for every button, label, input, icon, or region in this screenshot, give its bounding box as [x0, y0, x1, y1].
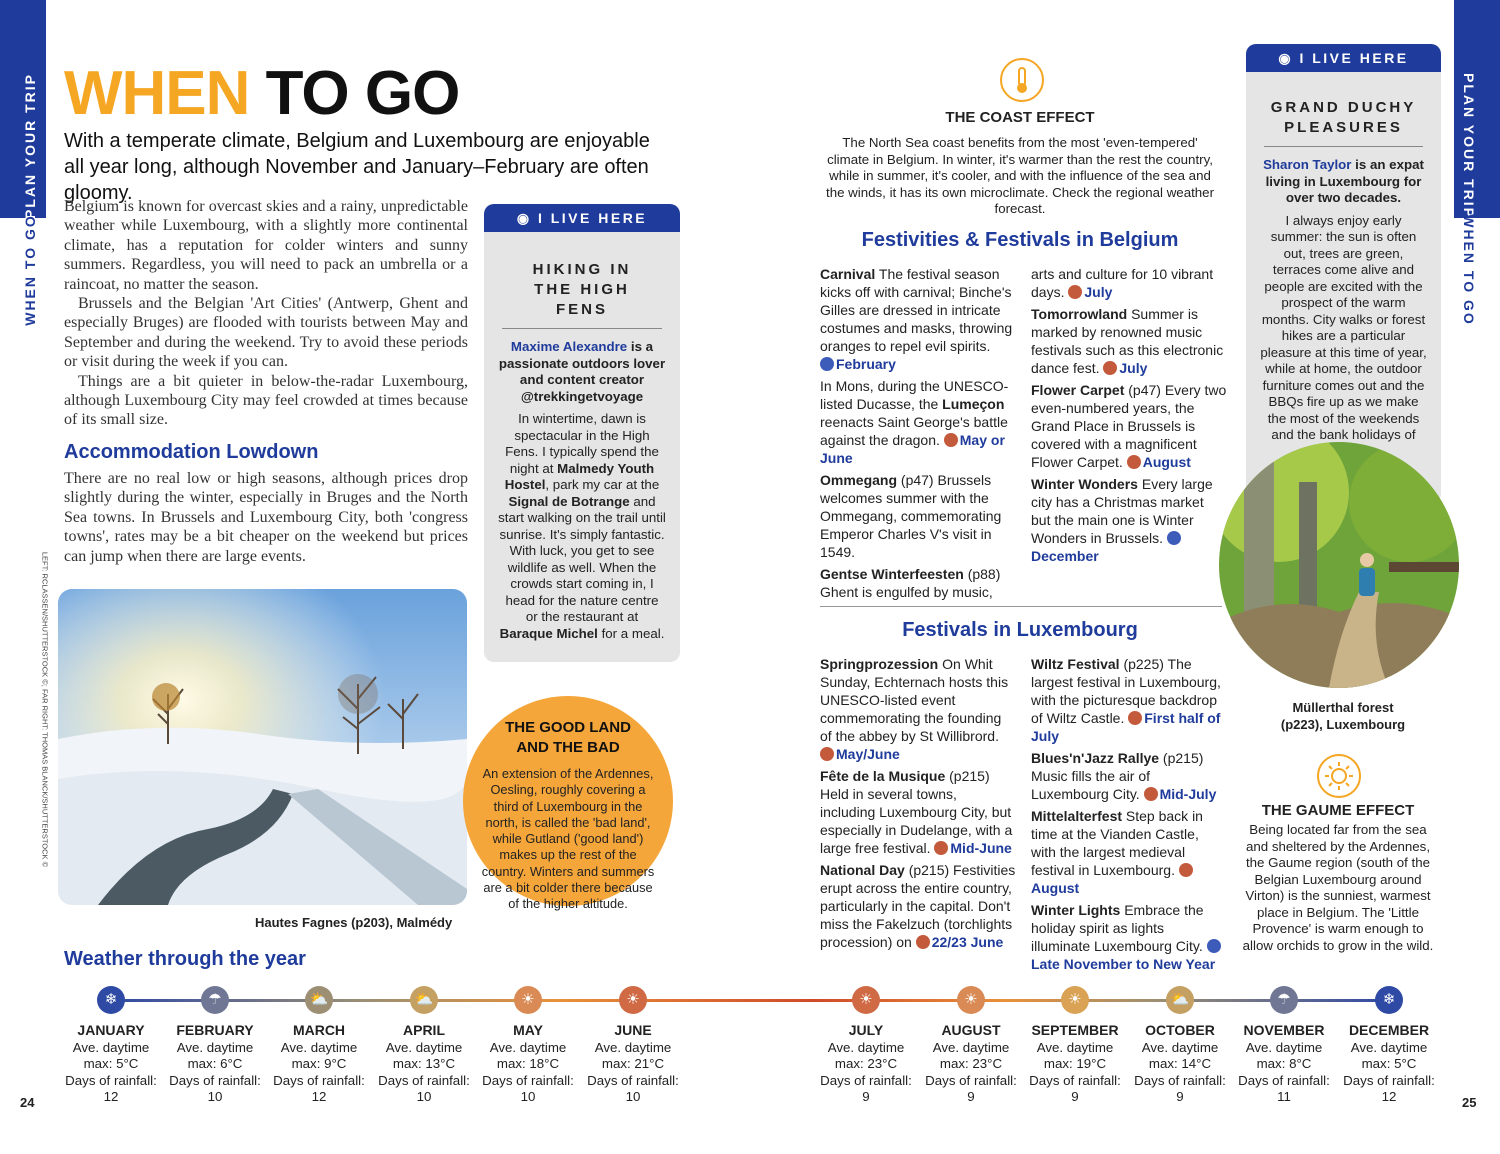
festivals-belgium-heading: Festivities & Festivals in Belgium: [861, 229, 1179, 251]
month-name: JANUARY: [77, 1022, 145, 1038]
good-land-text: An extension of the Ardennes, Oesling, roughly covering a third of Luxembourg in the north, is called the 'bad land', while Gutland ('good land') makes up the rest of the country. Winters and summers are a bit colder there because of the higher altitude.: [481, 766, 655, 912]
festival-item: [820, 565, 1016, 601]
i-live-here-label: [484, 204, 680, 232]
summer-icon: [1144, 787, 1158, 801]
thermometer-icon: [1000, 58, 1044, 102]
festival-name: Fête de la Musique: [820, 768, 946, 784]
festival-name: Lumeçon: [942, 396, 1005, 412]
month-column: [1339, 1022, 1439, 1106]
max-temp: max: 6°C: [187, 1056, 243, 1071]
max-temp: max: 18°C: [496, 1056, 560, 1071]
max-temp: max: 23°C: [939, 1056, 1003, 1071]
festival-item: [1031, 265, 1227, 301]
festival-item: [1031, 807, 1227, 897]
festival-text: Step back in time at the Vianden Castle, with the largest medieval festival in Luxembourg.: [1031, 808, 1203, 878]
festival-name: Wiltz Festival: [1031, 656, 1120, 672]
good-land-title: THE GOOD LAND AND THE BAD: [505, 719, 631, 756]
summer-icon: [1127, 455, 1141, 469]
rain-days: 11: [1277, 1089, 1291, 1104]
rain-days: 9: [967, 1089, 975, 1104]
box-text: I always enjoy early summer: the sun is often out, trees are green, terraces come alive and people are excited with the prospect of the warm months. City walks or forest hikes are a particular pleasure at this time of year, while at home, the outdoor furniture comes out and the BBQs fire up as we make the most of the weekends and the bank holidays of: [1260, 212, 1427, 442]
rain-days: 10: [625, 1089, 641, 1104]
i-live-here-box-hiking: [484, 204, 680, 662]
month-column: [1130, 1022, 1230, 1106]
festival-item: [1031, 305, 1227, 377]
festival-name: Mittelalterfest: [1031, 808, 1123, 824]
festival-name: Winter Lights: [1031, 902, 1121, 918]
snow-landscape-illustration: [58, 589, 467, 905]
page-number-left: 24: [20, 1095, 35, 1110]
festival-item: [820, 471, 1016, 561]
person-intro: is a passionate outdoors lover and content creator @trekkingetvoyage: [498, 339, 666, 404]
box-text-part: for a meal.: [597, 625, 665, 641]
festival-name: Gentse Winterfeesten: [820, 566, 964, 582]
festival-text: (p225) The largest festival in Luxembourg, with the picturesque backdrop of Wiltz Castle.: [1031, 656, 1221, 726]
rain-days: 9: [1071, 1089, 1079, 1104]
rain-label: Days of rainfall:: [273, 1072, 365, 1088]
max-temp: max: 21°C: [601, 1056, 665, 1071]
rain-label: Days of rainfall:: [925, 1072, 1017, 1088]
festival-item: [820, 655, 1016, 763]
snowflake-icon: ❄: [97, 986, 125, 1014]
festivals-luxembourg-col2: [1031, 655, 1227, 977]
month-name: NOVEMBER: [1243, 1022, 1325, 1038]
body-paragraph: Brussels and the Belgian 'Art Cities' (Antwerp, Ghent and especially Bruges) are flooded with tourists between May and September and during the weekend. Try to avoid these periods or visit during the week if you can.: [64, 295, 468, 371]
festival-date: July: [1119, 360, 1148, 376]
festival-item: [820, 265, 1016, 373]
box-text-part: In wintertime, dawn is spectacular in the High Fens. I typically spend the night at: [505, 411, 659, 476]
rain-label: Days of rainfall:: [1134, 1072, 1226, 1088]
body-paragraph: Belgium is known for overcast skies and a rainy, unpredictable weather while Luxembourg, with a slightly more continental climate, has a reputation for colder winters and sunny summers. Regardless, you will need to pack an umbrella or a raincoat, no matter the season.: [64, 198, 468, 293]
location-pin-icon: ◉: [1278, 50, 1300, 66]
festival-item: [1031, 475, 1227, 565]
festival-item: [820, 767, 1016, 857]
month-name: FEBRUARY: [176, 1022, 254, 1038]
sun-icon: ☀: [619, 986, 647, 1014]
rain-label: Days of rainfall:: [482, 1072, 574, 1088]
festival-date: First half of July: [1031, 710, 1221, 744]
rain-label: Days of rainfall:: [1238, 1072, 1330, 1088]
festivals-belgium-col2: [1031, 265, 1227, 569]
rain-days: 12: [103, 1089, 119, 1104]
rain-days: 10: [416, 1089, 432, 1104]
intro-text: With a temperate climate, Belgium and Luxembourg are enjoyable all year long, although November and January–February are often gloomy.: [64, 130, 650, 204]
forest-illustration: [1219, 442, 1459, 688]
winter-icon: [1167, 531, 1181, 545]
festival-name: Springprozession: [820, 656, 939, 672]
month-column: [478, 1022, 578, 1106]
box-intro: [1246, 147, 1441, 213]
place-name: Signal de Botrange: [508, 493, 630, 509]
summer-icon: [916, 935, 930, 949]
title-part1: WHEN: [64, 59, 250, 128]
summer-icon: [1128, 711, 1142, 725]
rain-label: Days of rainfall:: [1343, 1072, 1435, 1088]
festival-text: (p215) Held in several towns, including Luxembourg City, but especially in Dudelange, with a large free festival.: [820, 768, 1013, 856]
sun-icon: [1317, 754, 1361, 798]
festival-date: Late November to New Year: [1031, 956, 1216, 972]
accommodation-heading: Accommodation Lowdown: [64, 441, 319, 463]
festival-text: In Mons, during the UNESCO-listed Ducasse, the: [820, 378, 1009, 412]
photo-hautes-fagnes: [58, 589, 467, 905]
sun-cloud-icon: ⛅: [1166, 986, 1194, 1014]
festival-text: On Whit Sunday, Echternach hosts this UNESCO-listed event commemorating the founding of the abbey by St Willibrord.: [820, 656, 1009, 744]
festival-name: Tomorrowland: [1031, 306, 1128, 322]
section-divider: [820, 606, 1222, 607]
festival-item: [1031, 749, 1227, 803]
festival-item: [820, 377, 1016, 467]
festival-item: [1031, 381, 1227, 471]
summer-icon: [944, 433, 958, 447]
right-sidebar-subsection: WHEN TO GO: [1461, 214, 1477, 326]
box-text-part: and start walking on the trail until sunrise. It's simply fantastic. With luck, you get to see wildlife as well. When the crowds start coming in, I head for the nature centre or the restaurant at: [498, 493, 666, 624]
daytime-label: Ave. daytime: [1245, 1039, 1323, 1055]
person-name: Maxime Alexandre: [510, 339, 628, 354]
daytime-label: Ave. daytime: [594, 1039, 672, 1055]
i-live-here-box-grand-duchy: [1246, 44, 1441, 504]
month-column: [921, 1022, 1021, 1106]
daytime-label: Ave. daytime: [932, 1039, 1010, 1055]
photo-right-caption: Müllerthal forest (p223), Luxembourg: [1280, 700, 1406, 732]
summer-icon: [934, 841, 948, 855]
daytime-label: Ave. daytime: [280, 1039, 358, 1055]
month-name: SEPTEMBER: [1031, 1022, 1119, 1038]
box-text-part: , park my car at the: [545, 477, 660, 492]
rain-days: 12: [311, 1089, 327, 1104]
max-temp: max: 8°C: [1256, 1056, 1312, 1071]
festival-date: August: [1031, 880, 1080, 896]
max-temp: max: 5°C: [83, 1056, 139, 1071]
photo-mullerthal: [1219, 442, 1459, 688]
festival-text: (p215) Festivities erupt across the entire country, particularly in the capital. Don't miss the Fakelzuch (torchlights procession) on: [820, 862, 1016, 950]
sun-icon: ☀: [957, 986, 985, 1014]
max-temp: max: 9°C: [291, 1056, 347, 1071]
page-number-right: 25: [1462, 1095, 1477, 1110]
box-title: GRAND DUCHY PLEASURES: [1270, 99, 1417, 136]
max-temp: max: 13°C: [392, 1056, 456, 1071]
rain-label: Days of rainfall:: [820, 1072, 912, 1088]
festival-text: (p47) Every two even-numbered years, the Grand Place in Brussels is covered with a magnificent Flower Carpet.: [1031, 382, 1227, 470]
daytime-label: Ave. daytime: [827, 1039, 905, 1055]
max-temp: max: 5°C: [1361, 1056, 1417, 1071]
festival-date: February: [836, 356, 896, 372]
festivals-luxembourg-heading: Festivals in Luxembourg: [902, 619, 1138, 641]
sun-cloud-icon: ⛅: [305, 986, 333, 1014]
month-column: [1234, 1022, 1334, 1106]
festival-text: arts and culture for 10 vibrant days.: [1031, 266, 1214, 300]
festival-text: reenacts Saint George's battle against the dragon.: [820, 414, 1008, 448]
max-temp: max: 19°C: [1043, 1056, 1107, 1071]
daytime-label: Ave. daytime: [1036, 1039, 1114, 1055]
month-column: [165, 1022, 265, 1106]
right-sidebar-section: PLAN YOUR TRIP: [1461, 73, 1477, 219]
daytime-label: Ave. daytime: [1141, 1039, 1219, 1055]
live-here-label-text: I LIVE HERE: [537, 210, 648, 226]
month-column: [816, 1022, 916, 1106]
rain-label: Days of rainfall:: [169, 1072, 261, 1088]
sun-cloud-icon: ⛅: [410, 986, 438, 1014]
body-paragraph: Things are a bit quieter in below-the-radar Luxembourg, although Luxembourg City may feel crowded at times because of its small size.: [64, 372, 468, 429]
rain-label: Days of rainfall:: [1029, 1072, 1121, 1088]
accommodation-text: There are no real low or high seasons, although prices drop slightly during the winter, especially in Bruges and the North Sea towns. In Brussels and Luxembourg City, both 'congress towns', rates may be a bit cheaper on the weekend but prices can jump when there are large events.: [64, 470, 468, 565]
festival-date: May/June: [836, 746, 900, 762]
festival-date: Mid-July: [1159, 786, 1217, 802]
person-name: Sharon Taylor: [1263, 157, 1352, 172]
photo-credit: LEFT: RCLASSEN/SHUTTERSTOCK ©; FAR RIGHT: THOMAS BLANCK/SHUTTERSTOCK ©: [40, 551, 50, 868]
daytime-label: Ave. daytime: [385, 1039, 463, 1055]
gaume-effect-text: Being located far from the sea and sheltered by the Ardennes, the Gaume region (south of the Belgian Luxembourg around Virton) is the sunniest, warmest place in Belgium. The 'Little Provence' is warm enough to allow orchids to grow in the wild.: [1242, 822, 1434, 953]
festival-date: December: [1031, 548, 1099, 564]
place-name: Malmedy Youth Hostel: [504, 460, 655, 492]
body-text: [64, 197, 468, 430]
month-name: MAY: [513, 1022, 543, 1038]
month-name: JUNE: [614, 1022, 652, 1038]
month-column: [1025, 1022, 1125, 1106]
timeline-line: [110, 999, 1390, 1002]
title-part2: TO GO: [265, 59, 460, 128]
daytime-label: Ave. daytime: [1350, 1039, 1428, 1055]
winter-icon: [1207, 939, 1221, 953]
person-intro: is an expat living in Luxembourg for over two decades.: [1265, 157, 1424, 205]
snowflake-icon: ❄: [1375, 986, 1403, 1014]
left-sidebar-subsection: WHEN TO GO: [22, 214, 38, 326]
festival-name: National Day: [820, 862, 905, 878]
box-intro: [484, 329, 680, 411]
live-here-label-text: I LIVE HERE: [1299, 50, 1409, 66]
rain-days: 10: [520, 1089, 536, 1104]
good-land-circle: [463, 696, 673, 912]
rain-days: 9: [862, 1089, 870, 1104]
month-name: DECEMBER: [1348, 1022, 1430, 1038]
rain-label: Days of rainfall:: [65, 1072, 157, 1088]
coast-effect-text: The North Sea coast benefits from the most 'even-tempered' climate in Belgium. In winter, it's warmer than the rest the country, while in summer, it's cooler, and with the influence of the sea and the winds, it has its own microclimate. Check the regional weather forecast.: [826, 135, 1214, 216]
festival-item: [1031, 901, 1227, 973]
left-sidebar-section: PLAN YOUR TRIP: [22, 73, 38, 219]
month-name: OCTOBER: [1145, 1022, 1215, 1038]
summer-icon: [1103, 361, 1117, 375]
winter-icon: [820, 357, 834, 371]
summer-icon: [820, 747, 834, 761]
daytime-label: Ave. daytime: [489, 1039, 567, 1055]
place-name: Baraque Michel: [499, 625, 598, 641]
month-name: JULY: [848, 1022, 884, 1038]
festival-name: Carnival: [820, 266, 876, 282]
month-column: [61, 1022, 161, 1106]
month-column: [583, 1022, 683, 1106]
month-name: AUGUST: [941, 1022, 1001, 1038]
location-pin-icon: ◉: [516, 210, 538, 226]
festival-text: (p215) Music fills the air of Luxembourg City.: [1031, 750, 1204, 802]
rain-cloud-icon: ☂: [1270, 986, 1298, 1014]
max-temp: max: 14°C: [1148, 1056, 1212, 1071]
daytime-label: Ave. daytime: [176, 1039, 254, 1055]
festival-date: Mid-June: [950, 840, 1012, 856]
festival-item: [1031, 655, 1227, 745]
festival-name: Winter Wonders: [1031, 476, 1138, 492]
festival-name: Blues'n'Jazz Rallye: [1031, 750, 1160, 766]
festivals-luxembourg-col1: [820, 655, 1016, 955]
festival-date: May or June: [820, 432, 1005, 466]
box-title: HIKING IN THE HIGH FENS: [532, 261, 632, 318]
festival-date: August: [1142, 454, 1191, 470]
box-text: [484, 411, 680, 642]
festival-text: Embrace the holiday spirit as lights illuminate Luxembourg City.: [1031, 902, 1207, 954]
month-column: [269, 1022, 369, 1106]
summer-icon: [1179, 863, 1193, 877]
sun-icon: ☀: [852, 986, 880, 1014]
festivals-belgium-col1: [820, 265, 1016, 605]
festival-text: Summer is marked by renowned music festivals such as this electronic dance fest.: [1031, 306, 1224, 376]
weather-heading: Weather through the year: [64, 948, 306, 970]
gaume-effect-title: THE GAUME EFFECT: [1261, 802, 1415, 819]
month-name: MARCH: [292, 1022, 346, 1038]
page-title: [64, 60, 459, 128]
i-live-here-label: [1246, 44, 1441, 72]
festival-name: Ommegang: [820, 472, 898, 488]
festival-text: The festival season kicks off with carnival; Binche's Gilles are dressed in intricate costumes and masks, throwing oranges to repel evil spirits.: [820, 266, 1013, 354]
rain-days: 10: [207, 1089, 223, 1104]
month-column: [374, 1022, 474, 1106]
summer-icon: [1068, 285, 1082, 299]
festival-name: Flower Carpet: [1031, 382, 1125, 398]
festival-date: July: [1084, 284, 1113, 300]
photo-left-caption: Hautes Fagnes (p203), Malmédy: [255, 915, 453, 930]
max-temp: max: 23°C: [834, 1056, 898, 1071]
festival-text: (p88) Ghent is engulfed by music,: [820, 566, 1001, 600]
rain-days: 12: [1381, 1089, 1397, 1104]
festival-text: (p47) Brussels welcomes summer with the Ommegang, commemorating Emperor Charles V's visit in 1549.: [820, 472, 1002, 560]
festival-text: Every large city has a Christmas market but the main one is Winter Wonders in Brussels.: [1031, 476, 1213, 546]
coast-effect-title: THE COAST EFFECT: [945, 109, 1095, 126]
daytime-label: Ave. daytime: [72, 1039, 150, 1055]
rain-cloud-icon: ☂: [201, 986, 229, 1014]
rain-label: Days of rainfall:: [378, 1072, 470, 1088]
sun-icon: ☀: [1061, 986, 1089, 1014]
sun-icon: ☀: [514, 986, 542, 1014]
festival-date: 22/23 June: [931, 934, 1004, 950]
festival-item: [820, 861, 1016, 951]
rain-days: 9: [1176, 1089, 1184, 1104]
month-name: APRIL: [403, 1022, 445, 1038]
rain-label: Days of rainfall:: [587, 1072, 679, 1088]
